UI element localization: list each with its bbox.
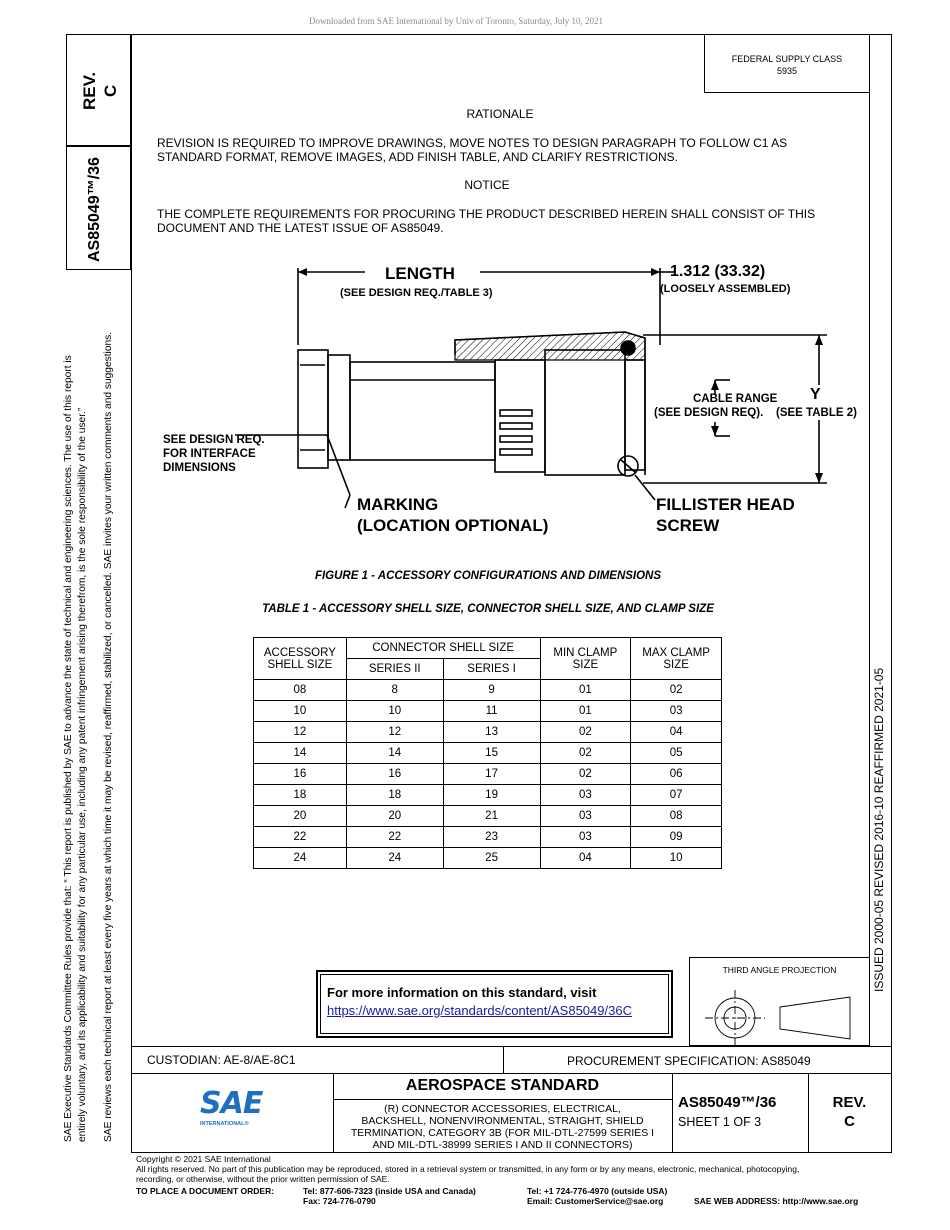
table-cell: 20 [346, 806, 443, 827]
table-cell: 02 [631, 680, 722, 701]
revision-history: ISSUED 2000-05 REVISED 2016-10 REAFFIRMED 2021-05 [872, 667, 886, 992]
title-desc-2: BACKSHELL, NONENVIRONMENTAL, STRAIGHT, SHIELD [361, 1115, 644, 1127]
title-rev-value: C [844, 1113, 855, 1130]
standard-link[interactable]: https://www.sae.org/standards/content/AS85049/36C [327, 1003, 632, 1018]
table-cell: 01 [540, 701, 631, 722]
table-cell: 08 [631, 806, 722, 827]
table-row [254, 722, 722, 743]
notice-line2: DOCUMENT AND THE LATEST ISSUE OF AS85049. [157, 221, 444, 235]
title-sheet: SHEET 1 OF 3 [678, 1115, 762, 1129]
clamp-size-table [253, 637, 722, 869]
rationale-line1: REVISION IS REQUIRED TO IMPROVE DRAWINGS, MOVE NOTES TO DESIGN PARAGRAPH TO FOLLOW C1 AS [157, 136, 788, 150]
table-cell: 03 [540, 827, 631, 848]
figure-screw-2: SCREW [656, 516, 720, 535]
table-cell: 11 [443, 701, 540, 722]
table-cell: 10 [346, 701, 443, 722]
table-cell: 19 [443, 785, 540, 806]
frame-right [891, 34, 892, 1046]
header-series-ii: SERIES II [368, 663, 421, 675]
title-block-bottom [131, 1152, 892, 1153]
header-connector: CONNECTOR SHELL SIZE [372, 642, 515, 654]
table-cell: 06 [631, 764, 722, 785]
projection-label: THIRD ANGLE PROJECTION [722, 965, 837, 975]
table-caption: TABLE 1 - ACCESSORY SHELL SIZE, CONNECTOR SHELL SIZE, AND CLAMP SIZE [262, 603, 714, 615]
table-cell: 22 [254, 827, 347, 848]
footer-web[interactable]: SAE WEB ADDRESS: http://www.sae.org [694, 1196, 859, 1206]
title-desc-4: AND MIL-DTL-38999 SERIES I AND II CONNECTORS) [372, 1139, 633, 1151]
table-cell: 12 [346, 722, 443, 743]
table-cell: 8 [346, 680, 443, 701]
table-row [254, 701, 722, 722]
projection-symbol [695, 985, 865, 1045]
figure-length-label: LENGTH [385, 264, 455, 283]
footer-email[interactable]: Email: CustomerService@sae.org [527, 1196, 664, 1206]
sae-logo [200, 1086, 268, 1127]
sidebar-rev-label: REV. [80, 71, 99, 110]
figure-cable-range: CABLE RANGE [693, 393, 778, 405]
title-block-top [131, 1046, 892, 1047]
header-accessory-1: ACCESSORY [263, 646, 336, 659]
footer-tel-outside: Tel: +1 724-776-4970 (outside USA) [527, 1186, 668, 1196]
rationale-heading: RATIONALE [466, 107, 534, 121]
table-cell: 08 [254, 680, 347, 701]
table-cell: 14 [254, 743, 347, 764]
figure-dim-label: 1.312 (33.32) [670, 263, 766, 280]
sidebar-legal-line2: entirely voluntary, and its applicability and suitability for any particular use, including any patent infringement arising therefrom, is the sole responsibility of the user.” [77, 407, 88, 1142]
standard-type-divider [333, 1099, 672, 1100]
table-cell: 13 [443, 722, 540, 743]
title-block-divider [131, 1073, 892, 1074]
table-cell: 09 [631, 827, 722, 848]
docnum-divider [672, 1073, 673, 1152]
standard-type: AEROSPACE STANDARD [405, 1077, 600, 1094]
supply-class-value: 5935 [776, 66, 798, 76]
table-cell: 10 [631, 848, 722, 869]
table-cell: 04 [540, 848, 631, 869]
table-cell: 23 [443, 827, 540, 848]
sidebar-doc-number: AS85049™/36 [86, 157, 103, 262]
figure-length-sub: (SEE DESIGN REQ./TABLE 3) [340, 287, 493, 299]
table-cell: 20 [254, 806, 347, 827]
table-row [254, 680, 722, 701]
table-cell: 03 [540, 806, 631, 827]
sae-logo-sub: INTERNATIONAL® [200, 1121, 249, 1127]
table-row [254, 827, 722, 848]
table-cell: 15 [443, 743, 540, 764]
custodian-divider [503, 1046, 504, 1073]
footer-rights-2: recording, or otherwise, without the prior written permission of SAE. [136, 1174, 390, 1184]
table-row [254, 785, 722, 806]
table-cell: 18 [346, 785, 443, 806]
table-row [254, 806, 722, 827]
footer-order-label: TO PLACE A DOCUMENT ORDER: [136, 1186, 275, 1196]
figure-y-sub: (SEE TABLE 2) [776, 407, 857, 419]
title-doc-number: AS85049™/36 [678, 1094, 777, 1111]
table-cell: 9 [443, 680, 540, 701]
table-cell: 03 [631, 701, 722, 722]
table-cell: 10 [254, 701, 347, 722]
custodian: CUSTODIAN: AE-8/AE-8C1 [147, 1053, 296, 1067]
footer-rights-1: All rights reserved. No part of this publication may be reproduced, stored in a retrieval system or transmitted, in any form or by any means, electronic, mechanical, photocopying, [136, 1164, 800, 1174]
table-cell: 16 [254, 764, 347, 785]
table-cell: 02 [540, 722, 631, 743]
header-max-clamp-2: SIZE [663, 658, 689, 671]
figure-y-label: Y [810, 386, 821, 403]
notice-heading: NOTICE [464, 178, 510, 192]
title-block-left [131, 1046, 132, 1152]
figure-marking-2: (LOCATION OPTIONAL) [357, 516, 549, 535]
figure-marking-1: MARKING [357, 495, 439, 514]
table-cell: 14 [346, 743, 443, 764]
figure-caption: FIGURE 1 - ACCESSORY CONFIGURATIONS AND DIMENSIONS [314, 570, 662, 582]
table-cell: 24 [254, 848, 347, 869]
table-row [254, 743, 722, 764]
figure-interface-1: SEE DESIGN REQ. [163, 434, 265, 446]
table-row [254, 848, 722, 869]
download-note: Downloaded from SAE International by Univ of Toronto, Saturday, July 10, 2021 [308, 16, 604, 26]
header-min-clamp-1: MIN CLAMP [553, 646, 618, 659]
title-rev-label: REV. [832, 1094, 867, 1111]
title-desc-1: (R) CONNECTOR ACCESSORIES, ELECTRICAL, [384, 1103, 621, 1115]
header-min-clamp-2: SIZE [572, 658, 599, 671]
title-block-right [891, 1046, 892, 1152]
header-series-i: SERIES I [467, 663, 516, 675]
table-cell: 02 [540, 743, 631, 764]
supply-class-label: FEDERAL SUPPLY CLASS [731, 54, 843, 64]
table-cell: 18 [254, 785, 347, 806]
header-accessory-2: SHELL SIZE [267, 658, 333, 671]
table-cell: 02 [540, 764, 631, 785]
figure-dim-sub: (LOOSELY ASSEMBLED) [660, 283, 791, 295]
notice-line1: THE COMPLETE REQUIREMENTS FOR PROCURING THE PRODUCT DESCRIBED HEREIN SHALL CONSIST OF THIS [157, 207, 816, 221]
table-cell: 17 [443, 764, 540, 785]
sidebar-legal-line1: SAE Executive Standards Committee Rules provide that: “ This report is published by SAE to advance the state of technical and engineering sciences. The use of this report is [63, 355, 74, 1142]
table-cell: 05 [631, 743, 722, 764]
info-box-title: For more information on this standard, visit [327, 985, 597, 1000]
sae-logo-text: SAE [200, 1086, 263, 1121]
figure-interface-2: FOR INTERFACE [163, 448, 256, 460]
procurement-spec: PROCUREMENT SPECIFICATION: AS85049 [567, 1054, 811, 1068]
figure-screw-1: FILLISTER HEAD [656, 495, 795, 514]
footer-fax: Fax: 724-776-0790 [303, 1196, 376, 1206]
table-cell: 25 [443, 848, 540, 869]
figure-interface-3: DIMENSIONS [163, 462, 236, 474]
table-body [254, 680, 722, 869]
table-cell: 03 [540, 785, 631, 806]
table-cell: 04 [631, 722, 722, 743]
table-cell: 07 [631, 785, 722, 806]
rationale-line2: STANDARD FORMAT, REMOVE IMAGES, ADD FINISH TABLE, AND CLARIFY RESTRICTIONS. [157, 150, 678, 164]
table-cell: 01 [540, 680, 631, 701]
figure-cable-sub: (SEE DESIGN REQ). [654, 407, 764, 419]
table-cell: 12 [254, 722, 347, 743]
table-cell: 22 [346, 827, 443, 848]
table-cell: 21 [443, 806, 540, 827]
footer-tel-inside: Tel: 877-606-7323 (inside USA and Canada) [303, 1186, 476, 1196]
sidebar-rev-value: C [101, 84, 120, 97]
table-row [254, 764, 722, 785]
table-cell: 24 [346, 848, 443, 869]
header-max-clamp-1: MAX CLAMP [642, 646, 710, 659]
sidebar-legal-line3: SAE reviews each technical report at least every five years at which time it may be revised, reaffirmed, stabilized, or cancelled. SAE invites your written comments and suggestions. [103, 331, 114, 1142]
title-desc-3: TERMINATION, CATEGORY 3B (FOR MIL-DTL-27599 SERIES I [350, 1127, 655, 1139]
footer-copyright: Copyright © 2021 SAE International [136, 1154, 271, 1164]
table-cell: 16 [346, 764, 443, 785]
